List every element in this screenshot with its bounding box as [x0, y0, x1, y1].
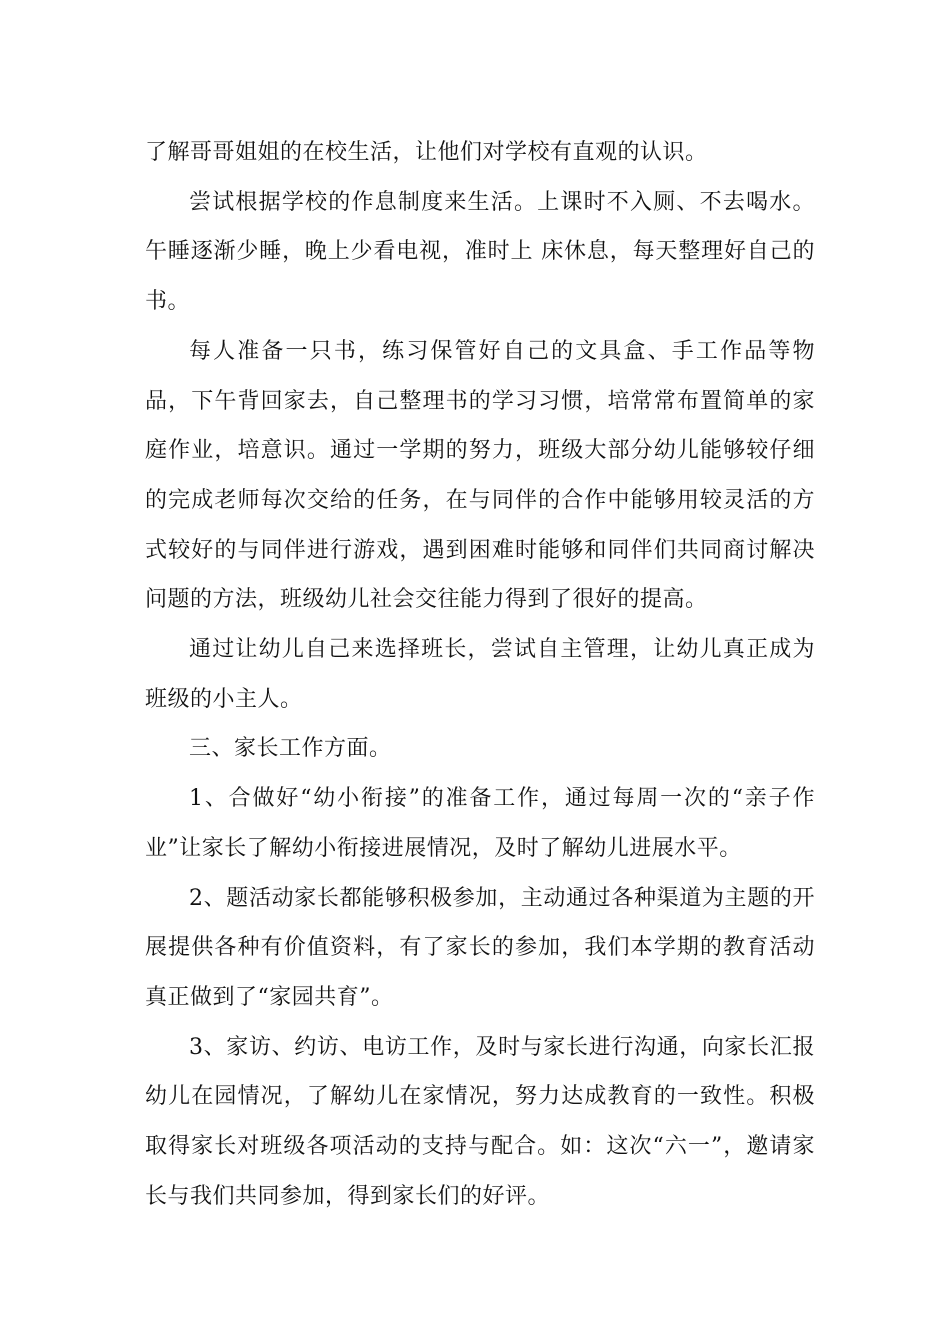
paragraph-continuation: 了解哥哥姐姐的在校生活，让他们对学校有直观的认识。 — [145, 140, 708, 165]
paragraph-class-monitor: 通过让幼儿自己来选择班长，尝试自主管理，让幼儿真正成为班级的小主人。 — [145, 637, 815, 712]
paragraph-item-3: 3、家访、约访、电访工作，及时与家长进行沟通，向家长汇报幼儿在园情况，了解幼儿在家情况，努力达成教育的一致性。积极取得家长对班级各项活动的支持与配合。如：这次“六一”，邀请家长与我们共同参加，得到家长们的好评。 — [145, 1034, 815, 1209]
paragraph-schedule: 尝试根据学校的作息制度来生活。上课时不入厕、不去喝水。午睡逐渐少睡，晚上少看电视，准时上 床休息，每天整理好自己的书。 — [145, 189, 815, 315]
paragraph-item-2: 2、题活动家长都能够积极参加，主动通过各种渠道为主题的开展提供各种有价值资料，有了家长的参加，我们本学期的教育活动真正做到了“家园共育”。 — [145, 885, 815, 1010]
document-body — [145, 128, 815, 1221]
paragraph-habits: 每人准备一只书，练习保管好自己的文具盒、手工作品等物品，下午背回家去，自己整理书的学习习惯，培常常布置简单的家庭作业，培意识。通过一学期的努力，班级大部分幼儿能够较仔细的完成老师每次交给的任务，在与同伴的合作中能够用较灵活的方式较好的与同伴进行游戏，遇到困难时能够和同伴们共同商讨解决问题的方法，班级幼儿社会交往能力得到了很好的提高。 — [145, 338, 815, 613]
paragraph-item-1: 1、合做好“幼小衔接”的准备工作，通过每周一次的“亲子作业”让家长了解幼小衔接进展情况，及时了解幼儿进展水平。 — [145, 786, 815, 861]
section-heading-parent-work: 三、家长工作方面。 — [189, 736, 392, 762]
